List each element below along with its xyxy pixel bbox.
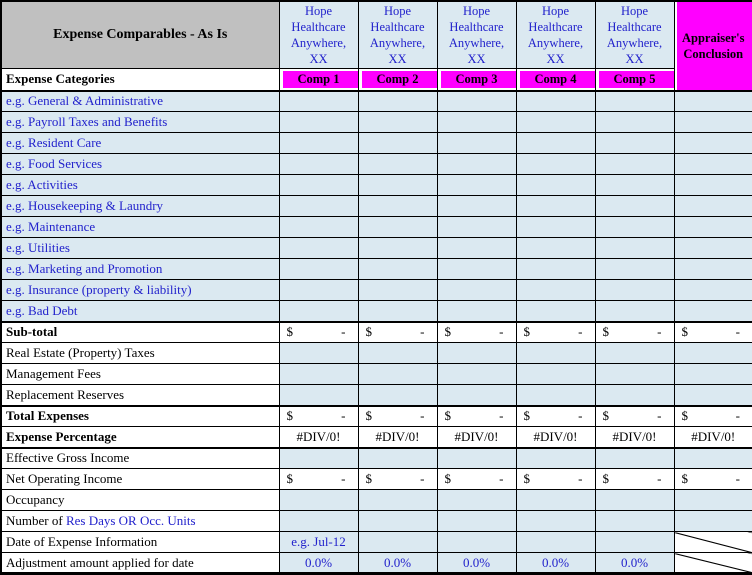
row-label-replacement-reserves: Replacement Reserves <box>1 385 279 406</box>
comp-3-property-header: Hope Healthcare Anywhere, XX <box>437 1 516 69</box>
cell-expense-percentage-c4[interactable]: #DIV/0! <box>516 427 595 448</box>
cell-number-of-res-days-c5[interactable] <box>595 511 674 532</box>
currency-symbol: $ <box>365 324 372 340</box>
cell-date-of-expense-information-c4[interactable] <box>516 532 595 553</box>
cell-sub-total-c2[interactable] <box>358 322 437 343</box>
cell-management-fees-c1[interactable] <box>279 364 358 385</box>
cell-sub-total-c4[interactable] <box>516 322 595 343</box>
currency-symbol: $ <box>286 324 293 340</box>
row-label-general-administrative: e.g. General & Administrative <box>1 91 279 112</box>
currency-symbol: $ <box>523 324 530 340</box>
cell-resident-care-c3[interactable] <box>437 133 516 154</box>
cell-occupancy-c4[interactable] <box>516 490 595 511</box>
cell-effective-gross-income-c2[interactable] <box>358 448 437 469</box>
currency-value <box>280 324 358 340</box>
cell-total-expenses-c5[interactable] <box>595 406 674 427</box>
cell-effective-gross-income-c6[interactable] <box>674 448 752 469</box>
cell-activities-c6[interactable] <box>674 175 752 196</box>
row-label-expense-percentage: Expense Percentage <box>1 427 279 448</box>
diagonal-strikethrough-cell[interactable] <box>674 532 752 553</box>
table-row <box>1 322 752 343</box>
cell-management-fees-c2[interactable] <box>358 364 437 385</box>
cell-number-of-res-days-c2[interactable] <box>358 511 437 532</box>
cell-payroll-taxes-benefits-c5[interactable] <box>595 112 674 133</box>
cell-replacement-reserves-c6[interactable] <box>674 385 752 406</box>
row-label-adjustment-amount: Adjustment amount applied for date <box>1 553 279 574</box>
cell-insurance-c5[interactable] <box>595 280 674 301</box>
table-row <box>1 175 752 196</box>
currency-amount: - <box>499 324 504 340</box>
cell-maintenance-c4[interactable] <box>516 217 595 238</box>
cell-food-services-c2[interactable] <box>358 154 437 175</box>
table-row <box>1 553 752 574</box>
cell-total-expenses-c6[interactable] <box>674 406 752 427</box>
cell-utilities-c2[interactable] <box>358 238 437 259</box>
row-label-insurance: e.g. Insurance (property & liability) <box>1 280 279 301</box>
row-label-real-estate-taxes: Real Estate (Property) Taxes <box>1 343 279 364</box>
cell-resident-care-c6[interactable] <box>674 133 752 154</box>
cell-insurance-c3[interactable] <box>437 280 516 301</box>
cell-occupancy-c1[interactable] <box>279 490 358 511</box>
table-row <box>1 238 752 259</box>
row-label-bad-debt: e.g. Bad Debt <box>1 301 279 322</box>
cell-maintenance-c1[interactable] <box>279 217 358 238</box>
comp-3-label: Comp 3 <box>437 69 516 91</box>
currency-amount: - <box>420 324 425 340</box>
comp-1-label: Comp 1 <box>279 69 358 91</box>
cell-housekeeping-laundry-c4[interactable] <box>516 196 595 217</box>
cell-resident-care-c2[interactable] <box>358 133 437 154</box>
currency-amount: - <box>341 471 346 486</box>
cell-replacement-reserves-c4[interactable] <box>516 385 595 406</box>
cell-activities-c4[interactable] <box>516 175 595 196</box>
cell-expense-percentage-c6[interactable]: #DIV/0! <box>674 427 752 448</box>
currency-symbol: $ <box>444 324 451 340</box>
row-label-food-services: e.g. Food Services <box>1 154 279 175</box>
cell-replacement-reserves-c1[interactable] <box>279 385 358 406</box>
table-row <box>1 196 752 217</box>
table-row <box>1 280 752 301</box>
expense-categories-header: Expense Categories <box>1 69 279 91</box>
cell-marketing-promotion-c3[interactable] <box>437 259 516 280</box>
comp-5-label: Comp 5 <box>595 69 674 91</box>
cell-number-of-res-days-c1[interactable] <box>279 511 358 532</box>
table-row <box>1 532 752 553</box>
cell-real-estate-taxes-c1[interactable] <box>279 343 358 364</box>
row-label-effective-gross-income: Effective Gross Income <box>1 448 279 469</box>
cell-replacement-reserves-c2[interactable] <box>358 385 437 406</box>
cell-real-estate-taxes-c4[interactable] <box>516 343 595 364</box>
table-row <box>1 112 752 133</box>
row-label-net-operating-income: Net Operating Income <box>1 469 279 490</box>
table-row <box>1 217 752 238</box>
row-label-maintenance: e.g. Maintenance <box>1 217 279 238</box>
row-label-management-fees: Management Fees <box>1 364 279 385</box>
cell-adjustment-amount-c2[interactable]: 0.0% <box>358 553 437 574</box>
cell-bad-debt-c4[interactable] <box>516 301 595 322</box>
currency-symbol: $ <box>602 408 609 424</box>
cell-marketing-promotion-c2[interactable] <box>358 259 437 280</box>
cell-occupancy-c6[interactable] <box>674 490 752 511</box>
table-row <box>1 133 752 154</box>
cell-bad-debt-c6[interactable] <box>674 301 752 322</box>
cell-adjustment-amount-c3[interactable]: 0.0% <box>437 553 516 574</box>
cell-total-expenses-c4[interactable] <box>516 406 595 427</box>
cell-real-estate-taxes-c2[interactable] <box>358 343 437 364</box>
cell-general-administrative-c1[interactable] <box>279 91 358 112</box>
currency-value <box>517 471 595 487</box>
currency-value <box>359 324 437 340</box>
table-row <box>1 154 752 175</box>
cell-bad-debt-c5[interactable] <box>595 301 674 322</box>
currency-value <box>438 408 516 424</box>
table-row <box>1 406 752 427</box>
cell-number-of-res-days-c4[interactable] <box>516 511 595 532</box>
appraiser-conclusion-header: Appraiser's Conclusion <box>674 1 752 91</box>
currency-value <box>517 408 595 424</box>
currency-amount: - <box>420 471 425 486</box>
cell-utilities-c6[interactable] <box>674 238 752 259</box>
cell-real-estate-taxes-c3[interactable] <box>437 343 516 364</box>
cell-activities-c1[interactable] <box>279 175 358 196</box>
currency-symbol: $ <box>523 471 530 486</box>
cell-insurance-c1[interactable] <box>279 280 358 301</box>
row-label-number-of-res-days <box>1 511 279 532</box>
cell-number-of-res-days-c6[interactable] <box>674 511 752 532</box>
cell-general-administrative-c3[interactable] <box>437 91 516 112</box>
currency-value <box>596 408 674 424</box>
currency-amount: - <box>657 324 662 340</box>
cell-utilities-c3[interactable] <box>437 238 516 259</box>
cell-net-operating-income-c3[interactable] <box>437 469 516 490</box>
cell-management-fees-c6[interactable] <box>674 364 752 385</box>
row-label-occupancy: Occupancy <box>1 490 279 511</box>
cell-utilities-c4[interactable] <box>516 238 595 259</box>
cell-sub-total-c6[interactable] <box>674 322 752 343</box>
currency-value <box>517 324 595 340</box>
cell-sub-total-c1[interactable] <box>279 322 358 343</box>
cell-marketing-promotion-c6[interactable] <box>674 259 752 280</box>
cell-general-administrative-c4[interactable] <box>516 91 595 112</box>
cell-occupancy-c5[interactable] <box>595 490 674 511</box>
currency-amount: - <box>735 324 740 340</box>
cell-insurance-c2[interactable] <box>358 280 437 301</box>
cell-occupancy-c3[interactable] <box>437 490 516 511</box>
row-label-marketing-promotion: e.g. Marketing and Promotion <box>1 259 279 280</box>
diagonal-strikethrough-cell[interactable] <box>674 553 752 574</box>
cell-net-operating-income-c4[interactable] <box>516 469 595 490</box>
cell-payroll-taxes-benefits-c1[interactable] <box>279 112 358 133</box>
cell-payroll-taxes-benefits-c6[interactable] <box>674 112 752 133</box>
cell-resident-care-c4[interactable] <box>516 133 595 154</box>
cell-replacement-reserves-c5[interactable] <box>595 385 674 406</box>
cell-bad-debt-c1[interactable] <box>279 301 358 322</box>
table-row <box>1 343 752 364</box>
cell-housekeeping-laundry-c2[interactable] <box>358 196 437 217</box>
row-label-total-expenses: Total Expenses <box>1 406 279 427</box>
currency-symbol: $ <box>444 471 451 486</box>
cell-marketing-promotion-c1[interactable] <box>279 259 358 280</box>
cell-marketing-promotion-c5[interactable] <box>595 259 674 280</box>
header-row <box>1 1 752 69</box>
currency-value <box>359 471 437 487</box>
comp-4-label: Comp 4 <box>516 69 595 91</box>
currency-amount: - <box>499 471 504 486</box>
cell-food-services-c3[interactable] <box>437 154 516 175</box>
currency-symbol: $ <box>365 408 372 424</box>
currency-amount: - <box>735 408 740 424</box>
table-row <box>1 385 752 406</box>
cell-expense-percentage-c2[interactable]: #DIV/0! <box>358 427 437 448</box>
currency-value <box>675 408 752 424</box>
cell-general-administrative-c5[interactable] <box>595 91 674 112</box>
currency-value <box>359 408 437 424</box>
cell-sub-total-c5[interactable] <box>595 322 674 343</box>
cell-adjustment-amount-c4[interactable]: 0.0% <box>516 553 595 574</box>
currency-amount: - <box>735 471 740 486</box>
cell-housekeeping-laundry-c5[interactable] <box>595 196 674 217</box>
cell-total-expenses-c1[interactable] <box>279 406 358 427</box>
currency-value <box>280 471 358 487</box>
cell-real-estate-taxes-c6[interactable] <box>674 343 752 364</box>
cell-insurance-c6[interactable] <box>674 280 752 301</box>
cell-food-services-c6[interactable] <box>674 154 752 175</box>
cell-net-operating-income-c5[interactable] <box>595 469 674 490</box>
cell-general-administrative-c2[interactable] <box>358 91 437 112</box>
currency-symbol: $ <box>286 408 293 424</box>
currency-value <box>438 324 516 340</box>
cell-date-of-expense-information-c1[interactable]: e.g. Jul-12 <box>279 532 358 553</box>
cell-maintenance-c5[interactable] <box>595 217 674 238</box>
comp-5-property-header: Hope Healthcare Anywhere, XX <box>595 1 674 69</box>
cell-utilities-c1[interactable] <box>279 238 358 259</box>
cell-resident-care-c5[interactable] <box>595 133 674 154</box>
comp-1-property-header: Hope Healthcare Anywhere, XX <box>279 1 358 69</box>
currency-value <box>596 471 674 487</box>
currency-amount: - <box>499 408 504 424</box>
currency-amount: - <box>578 408 583 424</box>
cell-maintenance-c2[interactable] <box>358 217 437 238</box>
row-label-utilities: e.g. Utilities <box>1 238 279 259</box>
table-row <box>1 91 752 112</box>
currency-amount: - <box>341 408 346 424</box>
cell-insurance-c4[interactable] <box>516 280 595 301</box>
cell-net-operating-income-c1[interactable] <box>279 469 358 490</box>
cell-adjustment-amount-c5[interactable]: 0.0% <box>595 553 674 574</box>
currency-amount: - <box>657 471 662 486</box>
row-label-resident-care: e.g. Resident Care <box>1 133 279 154</box>
cell-general-administrative-c6[interactable] <box>674 91 752 112</box>
table-row <box>1 427 752 448</box>
cell-bad-debt-c3[interactable] <box>437 301 516 322</box>
cell-real-estate-taxes-c5[interactable] <box>595 343 674 364</box>
cell-activities-c3[interactable] <box>437 175 516 196</box>
cell-housekeeping-laundry-c6[interactable] <box>674 196 752 217</box>
cell-expense-percentage-c5[interactable]: #DIV/0! <box>595 427 674 448</box>
row-label-sub-total: Sub-total <box>1 322 279 343</box>
cell-date-of-expense-information-c2[interactable] <box>358 532 437 553</box>
cell-marketing-promotion-c4[interactable] <box>516 259 595 280</box>
currency-symbol: $ <box>602 471 609 486</box>
currency-value <box>675 324 752 340</box>
cell-total-expenses-c3[interactable] <box>437 406 516 427</box>
cell-sub-total-c3[interactable] <box>437 322 516 343</box>
table-row <box>1 490 752 511</box>
currency-value <box>596 324 674 340</box>
cell-activities-c2[interactable] <box>358 175 437 196</box>
cell-total-expenses-c2[interactable] <box>358 406 437 427</box>
currency-amount: - <box>341 324 346 340</box>
currency-amount: - <box>578 471 583 486</box>
cell-date-of-expense-information-c5[interactable] <box>595 532 674 553</box>
table-row <box>1 301 752 322</box>
cell-effective-gross-income-c3[interactable] <box>437 448 516 469</box>
table-row <box>1 469 752 490</box>
cell-net-operating-income-c2[interactable] <box>358 469 437 490</box>
cell-payroll-taxes-benefits-c4[interactable] <box>516 112 595 133</box>
cell-housekeeping-laundry-c3[interactable] <box>437 196 516 217</box>
cell-payroll-taxes-benefits-c2[interactable] <box>358 112 437 133</box>
currency-value <box>280 408 358 424</box>
currency-amount: - <box>578 324 583 340</box>
cell-date-of-expense-information-c3[interactable] <box>437 532 516 553</box>
currency-amount: - <box>657 408 662 424</box>
cell-food-services-c5[interactable] <box>595 154 674 175</box>
currency-symbol: $ <box>681 471 688 486</box>
currency-symbol: $ <box>444 408 451 424</box>
cell-maintenance-c6[interactable] <box>674 217 752 238</box>
comp-label-row <box>1 69 752 91</box>
row-label-prefix: Number of <box>6 513 66 528</box>
table-row <box>1 511 752 532</box>
cell-expense-percentage-c1[interactable]: #DIV/0! <box>279 427 358 448</box>
cell-management-fees-c4[interactable] <box>516 364 595 385</box>
cell-management-fees-c5[interactable] <box>595 364 674 385</box>
cell-bad-debt-c2[interactable] <box>358 301 437 322</box>
comp-2-property-header: Hope Healthcare Anywhere, XX <box>358 1 437 69</box>
currency-symbol: $ <box>681 408 688 424</box>
table-title: Expense Comparables - As Is <box>1 1 279 69</box>
row-label-date-of-expense-information: Date of Expense Information <box>1 532 279 553</box>
cell-effective-gross-income-c4[interactable] <box>516 448 595 469</box>
comp-4-property-header: Hope Healthcare Anywhere, XX <box>516 1 595 69</box>
cell-effective-gross-income-c5[interactable] <box>595 448 674 469</box>
row-label-activities: e.g. Activities <box>1 175 279 196</box>
currency-amount: - <box>420 408 425 424</box>
cell-number-of-res-days-c3[interactable] <box>437 511 516 532</box>
currency-symbol: $ <box>602 324 609 340</box>
cell-maintenance-c3[interactable] <box>437 217 516 238</box>
table-row <box>1 259 752 280</box>
cell-adjustment-amount-c1[interactable]: 0.0% <box>279 553 358 574</box>
currency-symbol: $ <box>523 408 530 424</box>
cell-activities-c5[interactable] <box>595 175 674 196</box>
cell-payroll-taxes-benefits-c3[interactable] <box>437 112 516 133</box>
row-label-payroll-taxes-benefits: e.g. Payroll Taxes and Benefits <box>1 112 279 133</box>
row-label-link: Res Days OR Occ. Units <box>65 513 196 528</box>
currency-value <box>438 471 516 487</box>
cell-expense-percentage-c3[interactable]: #DIV/0! <box>437 427 516 448</box>
comp-2-label: Comp 2 <box>358 69 437 91</box>
cell-management-fees-c3[interactable] <box>437 364 516 385</box>
currency-symbol: $ <box>681 324 688 340</box>
currency-symbol: $ <box>365 471 372 486</box>
cell-food-services-c1[interactable] <box>279 154 358 175</box>
cell-resident-care-c1[interactable] <box>279 133 358 154</box>
row-label-housekeeping-laundry: e.g. Housekeeping & Laundry <box>1 196 279 217</box>
cell-food-services-c4[interactable] <box>516 154 595 175</box>
cell-replacement-reserves-c3[interactable] <box>437 385 516 406</box>
cell-occupancy-c2[interactable] <box>358 490 437 511</box>
cell-utilities-c5[interactable] <box>595 238 674 259</box>
cell-effective-gross-income-c1[interactable] <box>279 448 358 469</box>
cell-housekeeping-laundry-c1[interactable] <box>279 196 358 217</box>
table-row <box>1 448 752 469</box>
cell-net-operating-income-c6[interactable] <box>674 469 752 490</box>
currency-symbol: $ <box>286 471 293 486</box>
table-row <box>1 364 752 385</box>
currency-value <box>675 471 752 487</box>
